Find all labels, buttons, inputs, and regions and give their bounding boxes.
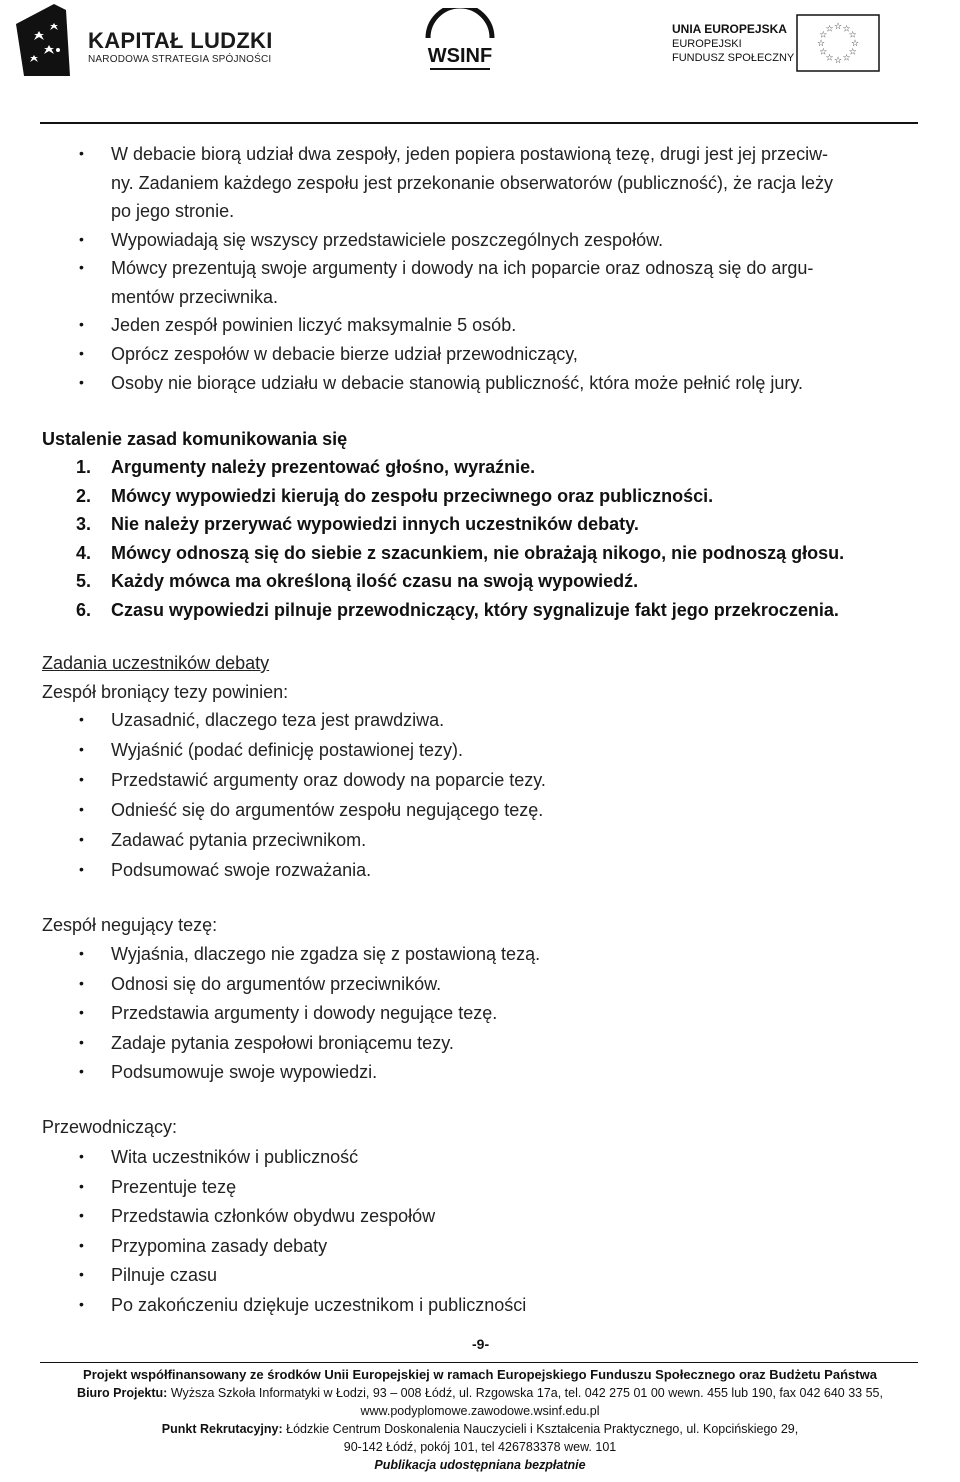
rule-text: Każdy mówca ma określoną ilość czasu na swoją wypowiedź. [111, 571, 639, 592]
rule-text: Mówcy odnoszą się do siebie z szacunkiem, nie obrażają nikogo, nie podnoszą głosu. [111, 542, 845, 563]
footer-room: 90-142 Łódź, pokój 101, tel 426783378 wew. 101 [343, 1440, 617, 1454]
chair-task-item: Po zakończeniu dziękuje uczestnikom i publiczności [111, 1294, 527, 1315]
eu-star-icon: ☆ [833, 21, 843, 31]
chair-task-item: Wita uczestników i publiczność [111, 1147, 359, 1167]
footer-divider [40, 1362, 918, 1363]
eu-star-icon: ☆ [848, 29, 857, 40]
bullet-icon: • [79, 861, 84, 877]
intro-bullet-line: Mówcy prezentują swoje argumenty i dowody na ich poparcie oraz odnoszą się do argu- [111, 258, 814, 278]
intro-bullet-line: po jego stronie. [111, 201, 235, 221]
eu-star-icon: ☆ [848, 46, 857, 57]
wsinf-logo-text: WSINF [427, 45, 493, 67]
bullet-icon: • [79, 345, 84, 361]
eu-line-2: EUROPEJSKI [672, 38, 742, 50]
bullet-icon: • [79, 1148, 84, 1164]
intro-bullet-line: mentów przeciwnika. [111, 287, 279, 307]
intro-bullet-line: Wypowiadają się wszyscy przedstawiciele poszczególnych zespołów. [111, 230, 664, 250]
rule-number: 5. [76, 571, 92, 592]
bullet-icon: • [79, 801, 84, 817]
bullet-icon: • [79, 1033, 84, 1050]
footer-office [0, 1384, 960, 1402]
bullet-icon: • [79, 145, 84, 161]
footer-free-publication: Publikacja udostępniana bezpłatnie [374, 1458, 586, 1472]
chair-task-item: Przypomina zasady debaty [111, 1235, 328, 1256]
bullet-icon: • [79, 259, 84, 275]
eu-star-icon: ☆ [842, 23, 851, 34]
footer-funding: Projekt współfinansowany ze środków Unii Europejskiej w ramach Europejskiego Funduszu Społecznego oraz Budżetu Państwa [83, 1367, 877, 1382]
bullet-icon: • [79, 1063, 84, 1079]
rule-number: 4. [76, 542, 92, 563]
eu-star-icon: ☆ [816, 38, 826, 48]
bullet-icon: • [79, 741, 84, 757]
bullet-icon: • [79, 1266, 84, 1282]
kapital-ludzki-logo [14, 2, 74, 80]
rule-text: Czasu wypowiedzi pilnuje przewodniczący, który sygnalizuje fakt jego przekroczenia. [111, 600, 839, 620]
wsinf-logo [418, 8, 502, 76]
eu-star-icon: ☆ [850, 38, 860, 48]
defending-task-item: Przedstawić argumenty oraz dowody na poparcie tezy. [111, 770, 546, 790]
footer-recruitment-label: Punkt Rekrutacyjny: [161, 1422, 283, 1436]
rule-text: Nie należy przerywać wypowiedzi innych uczestników debaty. [111, 514, 639, 535]
bullet-icon: • [79, 711, 84, 727]
intro-bullet-line: Osoby nie biorące udziału w debacie stanowią publiczność, która może pełnić rolę jury. [111, 373, 804, 393]
eu-flag-icon [796, 14, 880, 72]
bullet-icon: • [79, 231, 84, 247]
negating-task-item: Wyjaśnia, dlaczego nie zgadza się z postawioną tezą. [111, 944, 541, 964]
footer-recruitment [0, 1420, 960, 1438]
eu-star-icon: ☆ [842, 52, 851, 63]
rule-text: Argumenty należy prezentować głośno, wyraźnie. [111, 457, 536, 477]
rules-heading: Ustalenie zasad komunikowania się [42, 429, 348, 449]
footer-recruitment-text: Łódzkie Centrum Doskonalenia Nauczycieli i Kształcenia Praktycznego, ul. Kopcińskiego 29, [282, 1422, 799, 1436]
bullet-icon: • [79, 974, 84, 991]
bullet-icon: • [79, 1004, 84, 1020]
bullet-icon: • [79, 1177, 84, 1194]
eu-wordmark [672, 22, 794, 65]
bullet-icon: • [79, 1236, 84, 1253]
defending-task-item: Wyjaśnić (podać definicję postawionej tezy). [111, 740, 464, 760]
defending-team-label: Zespół broniący tezy powinien: [42, 682, 289, 702]
page-header [0, 0, 960, 125]
footer-website: www.podyplomowe.zawodowe.wsinf.edu.pl [360, 1404, 600, 1418]
bullet-icon: • [79, 945, 84, 961]
footer-office-label: Biuro Projektu: [77, 1386, 168, 1400]
intro-bullet-line: Oprócz zespołów w debacie bierze udział przewodniczący, [111, 344, 578, 364]
negating-task-item: Zadaje pytania zespołowi broniącemu tezy. [111, 1032, 454, 1053]
intro-bullet-line: ny. Zadaniem każdego zespołu jest przekonanie obserwatorów (publiczność), że racja leży [111, 173, 834, 193]
eu-line-1: UNIA EUROPEJSKA [672, 22, 787, 36]
bullet-icon: • [79, 771, 84, 787]
chair-label: Przewodniczący: [42, 1117, 178, 1137]
chair-task-item: Prezentuje tezę [111, 1176, 237, 1197]
bullet-icon: • [79, 1207, 84, 1223]
kapital-ludzki-title: KAPITAŁ LUDZKI [88, 28, 273, 53]
eu-star-icon: ☆ [819, 29, 828, 40]
chair-task-item: Pilnuje czasu [111, 1265, 218, 1285]
eu-star-icon: ☆ [833, 55, 843, 65]
rule-number: 1. [76, 457, 92, 477]
eu-star-icon: ☆ [825, 52, 834, 63]
kapital-ludzki-subtitle: NARODOWA STRATEGIA SPÓJNOŚCI [88, 54, 272, 65]
bullet-icon: • [79, 1295, 84, 1312]
eu-star-icon: ☆ [825, 23, 834, 34]
rule-number: 2. [76, 485, 92, 506]
negating-task-item: Odnosi się do argumentów przeciwników. [111, 973, 442, 994]
bullet-icon: • [79, 831, 84, 847]
rule-number: 6. [76, 600, 92, 620]
negating-team-label: Zespół negujący tezę: [42, 915, 218, 935]
eu-line-3: FUNDUSZ SPOŁECZNY [672, 52, 795, 64]
tasks-heading: Zadania uczestników debaty [42, 653, 270, 673]
negating-task-item: Przedstawia argumenty i dowody negujące tezę. [111, 1003, 498, 1023]
intro-bullet-line: W debacie biorą udział dwa zespoły, jeden popiera postawioną tezę, drugi jest jej przeciw- [111, 144, 829, 164]
rule-number: 3. [76, 514, 92, 535]
kapital-ludzki-wordmark [88, 30, 273, 65]
intro-bullet-line: Jeden zespół powinien liczyć maksymalnie 5 osób. [111, 315, 517, 335]
rule-text: Mówcy wypowiedzi kierują do zespołu przeciwnego oraz publiczności. [111, 485, 714, 506]
page-footer [0, 1366, 960, 1474]
negating-task-item: Podsumowuje swoje wypowiedzi. [111, 1062, 378, 1082]
footer-office-text: Wyższa Szkoła Informatyki w Łodzi, 93 – 008 Łódź, ul. Rzgowska 17a, tel. 042 275 01 00 wewn. 455 lub 190, fax 042 640 33 55, [167, 1386, 883, 1400]
defending-task-item: Odnieść się do argumentów zespołu negującego tezę. [111, 800, 544, 820]
bullet-icon: • [79, 374, 84, 390]
page-number: -9- [472, 1336, 490, 1352]
bullet-icon: • [79, 316, 84, 332]
defending-task-item: Zadawać pytania przeciwnikom. [111, 830, 367, 850]
defending-task-item: Podsumować swoje rozważania. [111, 860, 372, 880]
defending-task-item: Uzasadnić, dlaczego teza jest prawdziwa. [111, 710, 445, 730]
chair-task-item: Przedstawia członków obydwu zespołów [111, 1206, 436, 1226]
eu-star-icon: ☆ [819, 46, 828, 57]
header-divider [40, 122, 918, 124]
